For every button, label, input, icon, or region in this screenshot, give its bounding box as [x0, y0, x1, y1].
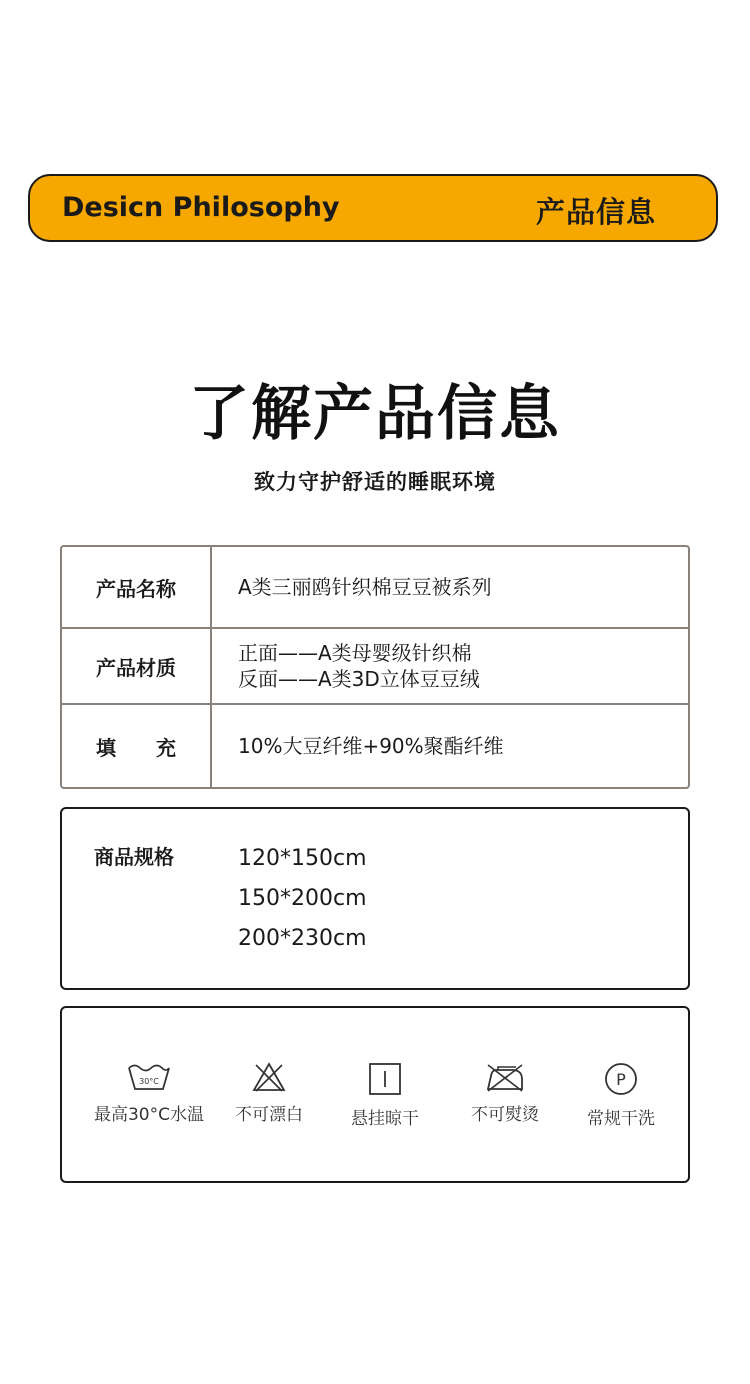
- header-banner: [28, 174, 718, 242]
- care-label: 不可熨烫: [471, 1105, 539, 1125]
- spec-size-list: [238, 839, 367, 959]
- dry-clean-p-icon: [598, 1062, 644, 1096]
- wash-30-icon: [126, 1062, 172, 1092]
- no-iron-icon: [482, 1062, 528, 1092]
- care-item-no-bleach: [204, 1062, 334, 1125]
- care-label: 常规干洗: [587, 1109, 655, 1129]
- row-label-char: 填: [96, 735, 116, 760]
- table-row-material: [62, 629, 688, 705]
- care-label: 悬挂晾干: [351, 1109, 419, 1129]
- dry-clean-letter: P: [616, 1070, 626, 1089]
- size-spec-box: [60, 807, 690, 990]
- row-value-line: A类三丽鸥针织棉豆豆被系列: [238, 575, 492, 599]
- spec-label: 商品规格: [94, 845, 174, 869]
- table-row-filling: [62, 705, 688, 787]
- banner-chinese-title: 产品信息: [535, 195, 656, 229]
- care-item-hang-dry: [320, 1062, 450, 1129]
- care-item-dry-clean: [556, 1062, 686, 1129]
- hang-dry-icon: [362, 1062, 408, 1096]
- row-label-name: 产品名称: [62, 547, 212, 627]
- table-row-name: [62, 547, 688, 629]
- care-label: 不可漂白: [235, 1105, 303, 1125]
- row-label-char: 充: [156, 735, 176, 760]
- care-label: 最高30°C水温: [93, 1105, 204, 1125]
- spec-size-item: 120*150cm: [238, 846, 367, 871]
- product-info-table: [60, 545, 690, 789]
- page-subtitle: 致力守护舒适的睡眠环境: [254, 470, 496, 494]
- care-instructions-box: [60, 1006, 690, 1183]
- row-label-material: 产品材质: [62, 629, 212, 703]
- spec-size-item: 200*230cm: [238, 926, 367, 951]
- row-value-name: [238, 547, 492, 627]
- wash-temp-text: 30°C: [139, 1077, 159, 1086]
- care-item-wash: [84, 1062, 214, 1125]
- row-value-line: 10%大豆纤维+90%聚酯纤维: [238, 734, 504, 758]
- row-value-line: 反面——A类3D立体豆豆绒: [238, 667, 480, 691]
- spec-size-item: 150*200cm: [238, 886, 367, 911]
- row-label-filling: [62, 705, 212, 787]
- row-value-material: [238, 629, 480, 703]
- no-bleach-icon: [246, 1062, 292, 1092]
- care-item-no-iron: [440, 1062, 570, 1125]
- banner-english-title: Desicn Philosophy: [62, 192, 340, 223]
- row-value-filling: [238, 705, 504, 787]
- page-title: 了解产品信息: [189, 379, 561, 449]
- row-value-line: 正面——A类母婴级针织棉: [238, 641, 472, 665]
